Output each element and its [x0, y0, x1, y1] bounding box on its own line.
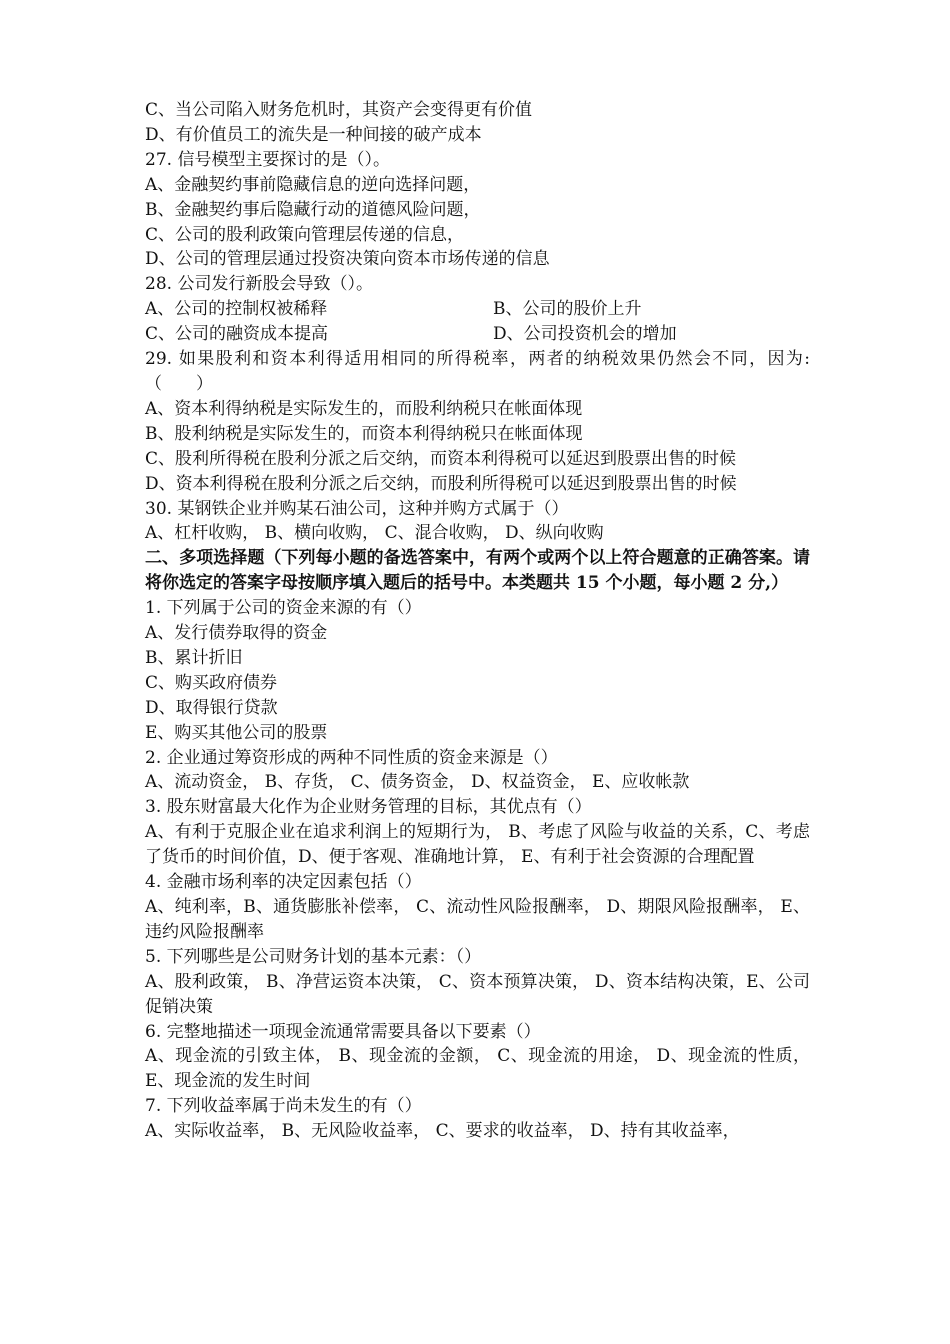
- option-a: A、公司的控制权被稀释: [145, 299, 328, 320]
- option-line: A、金融契约事前隐藏信息的逆向选择问题，: [145, 174, 481, 195]
- question-6: 6. 完整地描述一项现金流通常需要具备以下要素（）: [145, 1021, 541, 1042]
- option-b: B、公司的股价上升: [493, 299, 642, 320]
- option-paragraph: A、有利于克服企业在追求利润上的短期行为， B、考虑了风险与收益的关系，C、考虑了货币的时间价值，D、便于客观、准确地计算， E、有利于社会资源的合理配置: [145, 822, 810, 868]
- option-line: C、购买政府债券: [145, 672, 278, 693]
- option-line: A、实际收益率， B、无风险收益率， C、要求的收益率， D、持有其收益率，: [145, 1121, 740, 1142]
- question-5: 5. 下列哪些是公司财务计划的基本元素：（）: [145, 946, 482, 967]
- question-28: 28. 公司发行新股会导致（）。: [145, 274, 373, 295]
- option-line: E、购买其他公司的股票: [145, 722, 328, 743]
- question-30: 30. 某钢铁企业并购某石油公司，这种并购方式属于（）: [145, 498, 569, 519]
- question-1: 1. 下列属于公司的资金来源的有（）: [145, 598, 422, 619]
- question-4: 4. 金融市场利率的决定因素包括（）: [145, 872, 422, 893]
- option-line: B、股利纳税是实际发生的，而资本利得纳税只在帐面体现: [145, 423, 583, 444]
- option-paragraph: A、纯利率，B、通货膨胀补偿率， C、流动性风险报酬率， D、期限风险报酬率， E、违约风险报酬率: [145, 897, 810, 942]
- text-line: D、有价值员工的流失是一种间接的破产成本: [145, 124, 482, 145]
- text-line: C、当公司陷入财务危机时，其资产会变得更有价值: [145, 100, 533, 120]
- question-27: 27. 信号模型主要探讨的是（）。: [145, 149, 390, 170]
- option-line: D、公司的管理层通过投资决策向资本市场传递的信息: [145, 249, 550, 270]
- question-block-mid: [145, 347, 810, 546]
- option-row: [145, 297, 810, 322]
- option-line: A、杠杆收购， B、横向收购， C、混合收购， D、纵向收购: [145, 523, 604, 544]
- question-29: 29. 如果股利和资本利得适用相同的所得税率，两者的纳税效果仍然会不同，因为:（ ）: [145, 349, 810, 394]
- option-row: [145, 322, 810, 347]
- option-c: C、公司的融资成本提高: [145, 324, 329, 345]
- option-line: A、流动资金， B、存货， C、债务资金， D、权益资金， E、应收帐款: [145, 772, 690, 793]
- option-line: A、发行债券取得的资金: [145, 623, 328, 644]
- question-28-options: [145, 297, 810, 347]
- option-line: A、资本利得纳税是实际发生的，而股利纳税只在帐面体现: [145, 398, 583, 419]
- option-line: C、公司的股利政策向管理层传递的信息，: [145, 224, 465, 245]
- question-2: 2. 企业通过筹资形成的两种不同性质的资金来源是（）: [145, 747, 558, 768]
- option-paragraph: A、股利政策， B、净营运资本决策， C、资本预算决策， D、资本结构决策，E、公司促销决策: [145, 971, 810, 1017]
- question-block-top: [145, 98, 810, 297]
- question-3: 3. 股东财富最大化作为企业财务管理的目标，其优点有（）: [145, 797, 592, 818]
- section-heading: 二、多项选择题（下列每小题的备选答案中，有两个或两个以上符合题意的正确答案。请将你选定的答案字母按顺序填入题后的括号中。本类题共 15 个小题，每小题 2 分,）: [145, 548, 810, 594]
- option-line: C、股利所得税在股利分派之后交纳，而资本利得税可以延迟到股票出售的时候: [145, 448, 737, 469]
- option-line: D、取得银行贷款: [145, 697, 278, 718]
- question-block-bottom: [145, 596, 810, 1144]
- option-line: D、资本利得税在股利分派之后交纳，而股利所得税可以延迟到股票出售的时候: [145, 473, 737, 494]
- document-page: [145, 98, 810, 1144]
- option-line: B、累计折旧: [145, 647, 243, 668]
- question-7: 7. 下列收益率属于尚未发生的有（）: [145, 1096, 422, 1117]
- option-line: B、金融契约事后隐藏行动的道德风险问题，: [145, 199, 481, 220]
- option-d: D、公司投资机会的增加: [493, 324, 677, 345]
- option-paragraph: A、现金流的引致主体， B、现金流的金额， C、现金流的用途， D、现金流的性质， E、现金流的发生时间: [145, 1046, 810, 1092]
